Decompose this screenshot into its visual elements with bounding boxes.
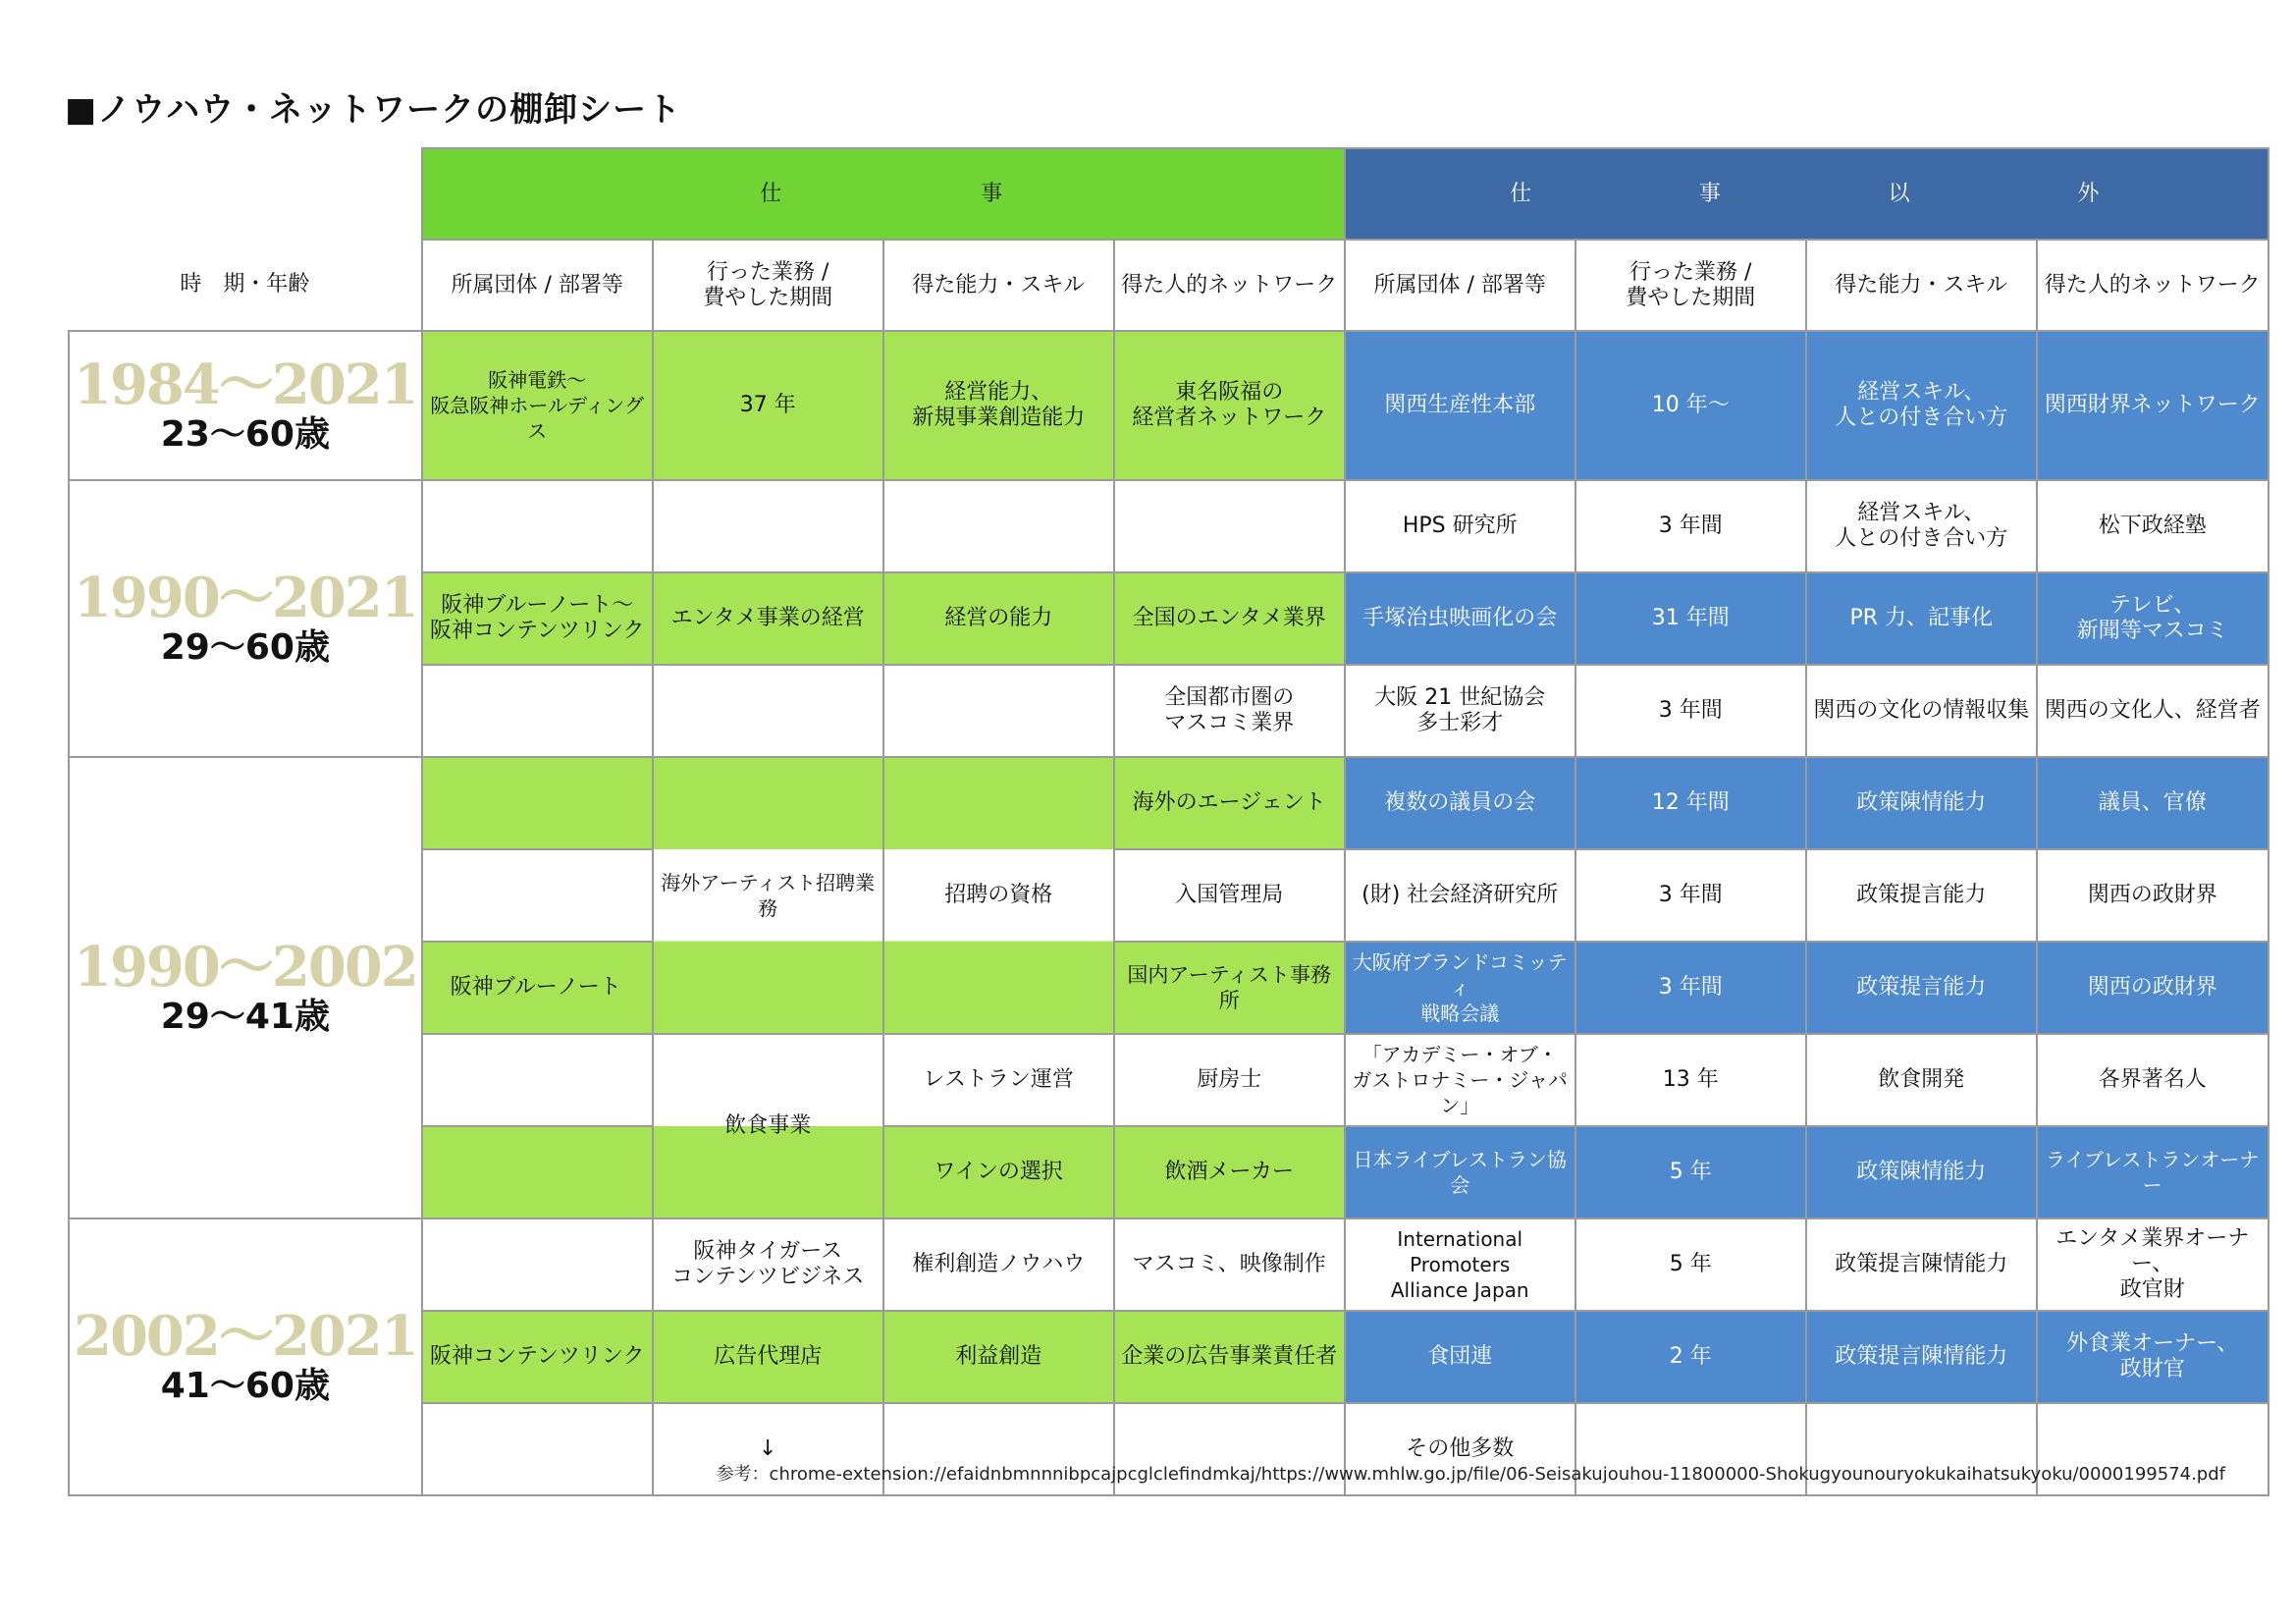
work-task: 海外アーティスト招聘業務 (653, 757, 883, 1034)
nonwork-skill: PR 力、記事化 (1806, 572, 2037, 665)
nonwork-org: 関西生産性本部 (1345, 331, 1575, 480)
down-arrow-icon: ↓ (653, 1403, 883, 1495)
work-network: 国内アーティスト事務所 (1114, 942, 1345, 1034)
work-task: 阪神タイガース コンテンツビジネス (653, 1218, 883, 1311)
nonwork-skill: 政策提言陳情能力 (1806, 1218, 2037, 1311)
work-network: マスコミ、映像制作 (1114, 1218, 1345, 1311)
col-task: 行った業務 / 費やした期間 (1575, 240, 1806, 331)
nonwork-skill: 政策提言能力 (1806, 849, 2037, 942)
nonwork-task: 5 年 (1575, 1218, 1806, 1311)
nonwork-header-char: 外 (2077, 181, 2104, 206)
reference-note: 参考：chrome-extension://efaidnbmnnnibpcajpcglclefindmkaj/https://www.mhlw.go.jp/file/06-Seisakujouhou-11800000-Shokugyounouryokukaihatsukyoku/0000199574.pdf (716, 1464, 2225, 1485)
nonwork-org: International Promoters Alliance Japan (1345, 1218, 1575, 1311)
nonwork-org: 大阪 21 世紀協会 多士彩才 (1345, 665, 1575, 757)
blank-corner (69, 148, 422, 240)
work-empty (1114, 480, 1345, 572)
work-org: 阪神ブルーノート (422, 942, 653, 1034)
period-label: 時 期・年齢 (69, 240, 422, 331)
period-years: 2002〜2021 (74, 1304, 417, 1369)
work-task: 飲食事業 (653, 1034, 883, 1218)
nonwork-network: ライブレストランオーナー (2037, 1126, 2269, 1218)
nonwork-network: 外食業オーナー、 政財官 (2037, 1311, 2269, 1403)
work-group-header (422, 148, 1345, 240)
nonwork-skill: 政策陳情能力 (1806, 1126, 2037, 1218)
nonwork-org: HPS 研究所 (1345, 480, 1575, 572)
nonwork-group-header (1345, 148, 2269, 240)
work-skill: 利益創造 (883, 1311, 1114, 1403)
work-header-char: 事 (981, 181, 1007, 206)
work-skill: 招聘の資格 (883, 757, 1114, 1034)
nonwork-org: 食団連 (1345, 1311, 1575, 1403)
work-network: 企業の広告事業責任者 (1114, 1311, 1345, 1403)
nonwork-header-char: 事 (1698, 181, 1725, 206)
nonwork-task: 12 年間 (1575, 757, 1806, 849)
col-network: 得た人的ネットワーク (2037, 240, 2269, 331)
period-cell (69, 480, 422, 757)
period-cell (69, 331, 422, 480)
work-empty (422, 1218, 653, 1311)
period-age: 41〜60歳 (160, 1366, 330, 1406)
col-network: 得た人的ネットワーク (1114, 240, 1345, 331)
col-task: 行った業務 / 費やした期間 (653, 240, 883, 331)
nonwork-org: 日本ライブレストラン協会 (1345, 1126, 1575, 1218)
nonwork-network: 関西財界ネットワーク (2037, 331, 2269, 480)
nonwork-org: その他多数 (1345, 1403, 1575, 1495)
period-years: 1984〜2021 (74, 352, 417, 417)
work-org: 阪神ブルーノート〜 阪神コンテンツリンク (422, 572, 653, 665)
work-empty (422, 1034, 653, 1126)
nonwork-task: 13 年 (1575, 1034, 1806, 1126)
work-empty (422, 1126, 653, 1218)
work-skill: 権利創造ノウハウ (883, 1218, 1114, 1311)
nonwork-network: エンタメ業界オーナー、 政官財 (2037, 1218, 2269, 1311)
work-empty (883, 665, 1114, 757)
work-network: 厨房士 (1114, 1034, 1345, 1126)
work-skill: レストラン運営 (883, 1034, 1114, 1126)
work-skill: 経営能力、 新規事業創造能力 (883, 331, 1114, 480)
period-cell (69, 1218, 422, 1495)
inventory-table (68, 147, 2269, 1496)
work-skill: 経営の能力 (883, 572, 1114, 665)
nonwork-org: 大阪府ブランドコミッティ 戦略会議 (1345, 942, 1575, 1034)
period-cell (69, 757, 422, 1218)
nonwork-skill: 関西の文化の情報収集 (1806, 665, 2037, 757)
work-network: 東名阪福の 経営者ネットワーク (1114, 331, 1345, 480)
nonwork-network: 議員、官僚 (2037, 757, 2269, 849)
work-network: 海外のエージェント (1114, 757, 1345, 849)
nonwork-header-char: 以 (1888, 181, 1914, 206)
nonwork-network: 関西の文化人、経営者 (2037, 665, 2269, 757)
nonwork-task: 3 年間 (1575, 942, 1806, 1034)
period-age: 23〜60歳 (160, 414, 330, 455)
work-task: 37 年 (653, 331, 883, 480)
nonwork-org: 手塚治虫映画化の会 (1345, 572, 1575, 665)
col-skill: 得た能力・スキル (1806, 240, 2037, 331)
nonwork-task: 2 年 (1575, 1311, 1806, 1403)
nonwork-skill: 経営スキル、 人との付き合い方 (1806, 331, 2037, 480)
nonwork-task: 5 年 (1575, 1126, 1806, 1218)
work-empty (653, 665, 883, 757)
work-network: 飲酒メーカー (1114, 1126, 1345, 1218)
work-empty (422, 849, 653, 942)
nonwork-task: 31 年間 (1575, 572, 1806, 665)
nonwork-org: 「アカデミー・オブ・ ガストロナミー・ジャパン」 (1345, 1034, 1575, 1126)
nonwork-network: 関西の政財界 (2037, 942, 2269, 1034)
work-empty (653, 480, 883, 572)
work-skill: ワインの選択 (883, 1126, 1114, 1218)
nonwork-header-char: 仕 (1510, 181, 1536, 206)
work-network: 全国都市圏の マスコミ業界 (1114, 665, 1345, 757)
nonwork-org: (財) 社会経済研究所 (1345, 849, 1575, 942)
period-age: 29〜41歳 (160, 997, 330, 1037)
nonwork-skill: 飲食開発 (1806, 1034, 2037, 1126)
work-header-char: 仕 (760, 181, 786, 206)
nonwork-network: 関西の政財界 (2037, 849, 2269, 942)
work-empty (422, 1403, 653, 1495)
work-network: 入国管理局 (1114, 849, 1345, 942)
nonwork-task: 3 年間 (1575, 849, 1806, 942)
col-org: 所属団体 / 部署等 (1345, 240, 1575, 331)
work-task: 広告代理店 (653, 1311, 883, 1403)
nonwork-task: 3 年間 (1575, 480, 1806, 572)
nonwork-skill: 政策提言能力 (1806, 942, 2037, 1034)
sheet-title: ■ノウハウ・ネットワークの棚卸シート (65, 90, 682, 130)
nonwork-org: 複数の議員の会 (1345, 757, 1575, 849)
nonwork-task: 3 年間 (1575, 665, 1806, 757)
nonwork-network: 松下政経塾 (2037, 480, 2269, 572)
work-org: 阪神コンテンツリンク (422, 1311, 653, 1403)
col-skill: 得た能力・スキル (883, 240, 1114, 331)
nonwork-task: 10 年〜 (1575, 331, 1806, 480)
nonwork-skill: 経営スキル、 人との付き合い方 (1806, 480, 2037, 572)
nonwork-skill: 政策提言陳情能力 (1806, 1311, 2037, 1403)
nonwork-network: 各界著名人 (2037, 1034, 2269, 1126)
work-empty (422, 757, 653, 849)
nonwork-skill: 政策陳情能力 (1806, 757, 2037, 849)
work-empty (422, 480, 653, 572)
period-years: 1990〜2002 (74, 935, 417, 1000)
period-years: 1990〜2021 (74, 566, 417, 630)
period-age: 29〜60歳 (160, 627, 330, 668)
work-empty (883, 480, 1114, 572)
work-org: 阪神電鉄〜 阪急阪神ホールディングス (422, 331, 653, 480)
work-network: 全国のエンタメ業界 (1114, 572, 1345, 665)
work-empty (422, 665, 653, 757)
nonwork-network: テレビ、 新聞等マスコミ (2037, 572, 2269, 665)
col-org: 所属団体 / 部署等 (422, 240, 653, 331)
work-task: エンタメ事業の経営 (653, 572, 883, 665)
